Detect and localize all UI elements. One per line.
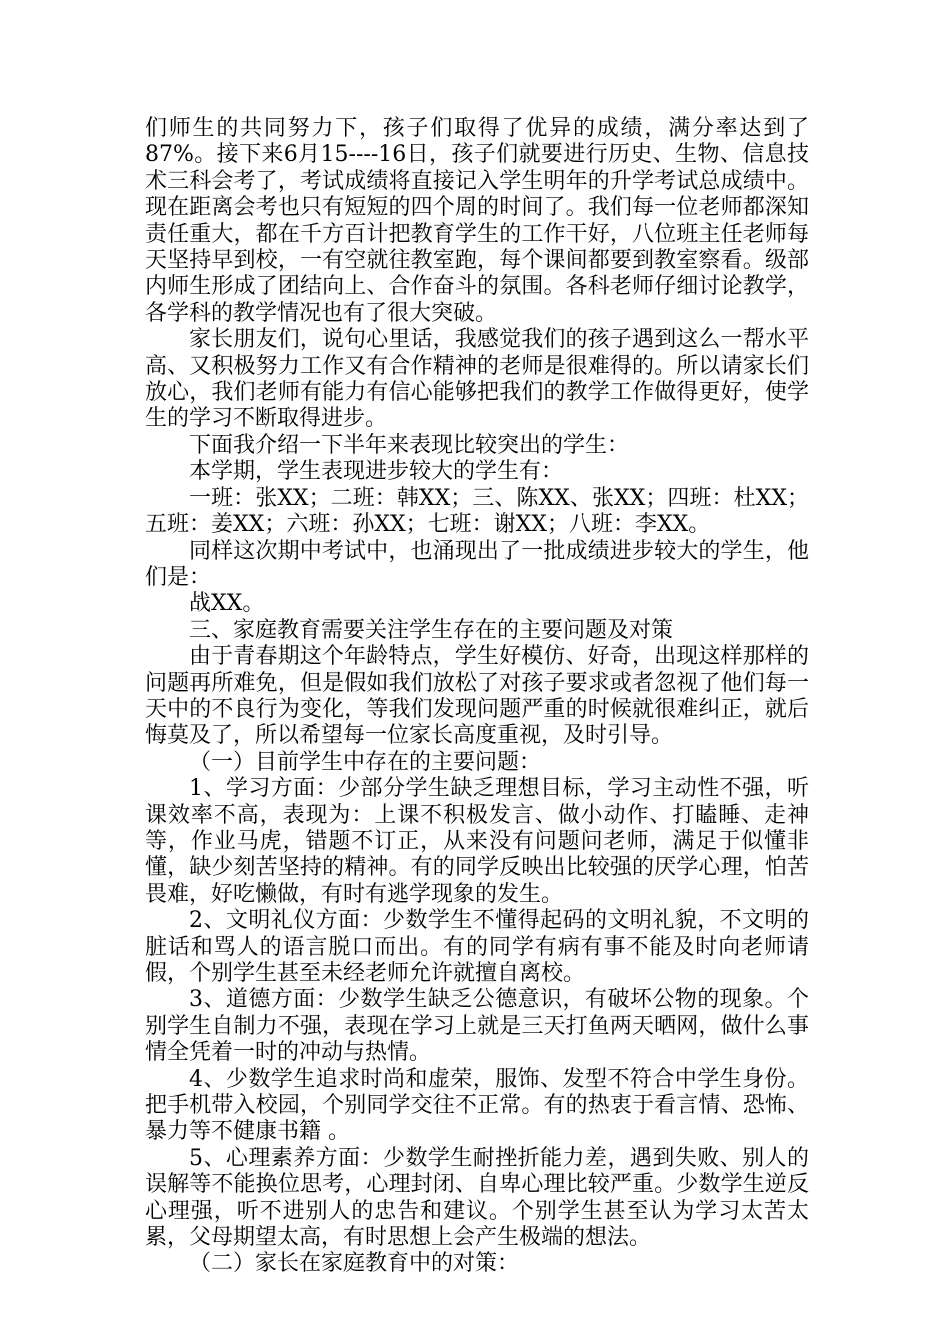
document-body: [145, 116, 809, 1278]
paragraph-problem-vanity: 4、少数学生追求时尚和虚荣，服饰、发型不符合中学生身份。把手机带入校园，个别同学交往不正常。有的热衷于看言情、恐怖、暴力等不健康书籍 。: [145, 1066, 809, 1145]
paragraph-problem-morality: 3、道德方面：少数学生缺乏公德意识，有破坏公物的现象。个别学生自制力不强，表现在学习上就是三天打鱼两天晒网，做什么事情全凭着一时的冲动与热情。: [145, 987, 809, 1066]
paragraph-problem-psychology: 5、心理素养方面：少数学生耐挫折能力差，遇到失败、别人的误解等不能换位思考，心理封闭、自卑心理比较严重。少数学生逆反心理强，听不进别人的忠告和建议。个别学生甚至认为学习太苦太累，父母期望太高，有时思想上会产生极端的想法。: [145, 1145, 809, 1251]
paragraph-progress-list: 一班：张XX；二班：韩XX；三、陈XX、张XX；四班：杜XX；五班：姜XX；六班：孙XX；七班：谢XX；八班：李XX。: [145, 485, 809, 538]
paragraph-students-intro: 下面我介绍一下半年来表现比较突出的学生：: [189, 432, 630, 458]
section-heading-family-education: 三、家庭教育需要关注学生存在的主要问题及对策: [189, 617, 674, 643]
paragraph-adolescence: 由于青春期这个年龄特点，学生好模仿、好奇，出现这样那样的问题再所难免，但是假如我们放松了对孩子要求或者忽视了他们每一天中的不良行为变化，等我们发现问题严重的时候就很难纠正，就后悔莫及了，所以希望每一位家长高度重视，及时引导。: [145, 644, 809, 749]
paragraph-exam-list: 战XX。: [189, 591, 265, 617]
paragraph-problem-etiquette: 2、文明礼仪方面：少数学生不懂得起码的文明礼貌，不文明的脏话和骂人的语言脱口而出。有的同学有病有事不能及时向老师请假，个别学生甚至未经老师允许就擅自离校。: [145, 908, 809, 986]
paragraph-progress-intro: 本学期，学生表现进步较大的学生有：: [189, 459, 564, 485]
paragraph-exam-intro: 同样这次期中考试中，也涌现出了一批成绩进步较大的学生，他们是：: [145, 538, 809, 590]
paragraph-parents-message: 家长朋友们，说句心里话，我感觉我们的孩子遇到这么一帮水平高、又积极努力工作又有合作精神的老师是很难得的。所以请家长们放心，我们老师有能力有信心能够把我们的教学工作做得更好，使学生的学习不断取得进步。: [145, 327, 809, 432]
paragraph-achievements: 们师生的共同努力下，孩子们取得了优异的成绩，满分率达到了87%。接下来6月15----16日，孩子们就要进行历史、生物、信息技术三科会考了，考试成绩将直接记入学生明年的升学考试总成绩中。现在距离会考也只有短短的四个周的时间了。我们每一位老师都深知责任重大，都在千方百计把教育学生的工作干好，八位班主任老师每天坚持早到校，一有空就往教室跑，每个课间都要到教室察看。级部内师生形成了团结向上、合作奋斗的氛围。各科老师仔细讨论教学，各学科的教学情况也有了很大突破。: [145, 116, 809, 326]
subheading-parent-strategies: （二）家长在家庭教育中的对策：: [189, 1251, 520, 1277]
paragraph-problem-study: 1、学习方面：少部分学生缺乏理想目标，学习主动性不强，听课效率不高，表现为：上课不积极发言、做小动作、打瞌睡、走神等，作业马虎，错题不订正，从来没有问题问老师，满足于似懂非懂，缺少刻苦坚持的精神。有的同学反映出比较强的厌学心理，怕苦畏难，好吃懒做，有时有逃学现象的发生。: [145, 776, 809, 907]
subheading-current-problems: （一）目前学生中存在的主要问题：: [189, 749, 542, 775]
